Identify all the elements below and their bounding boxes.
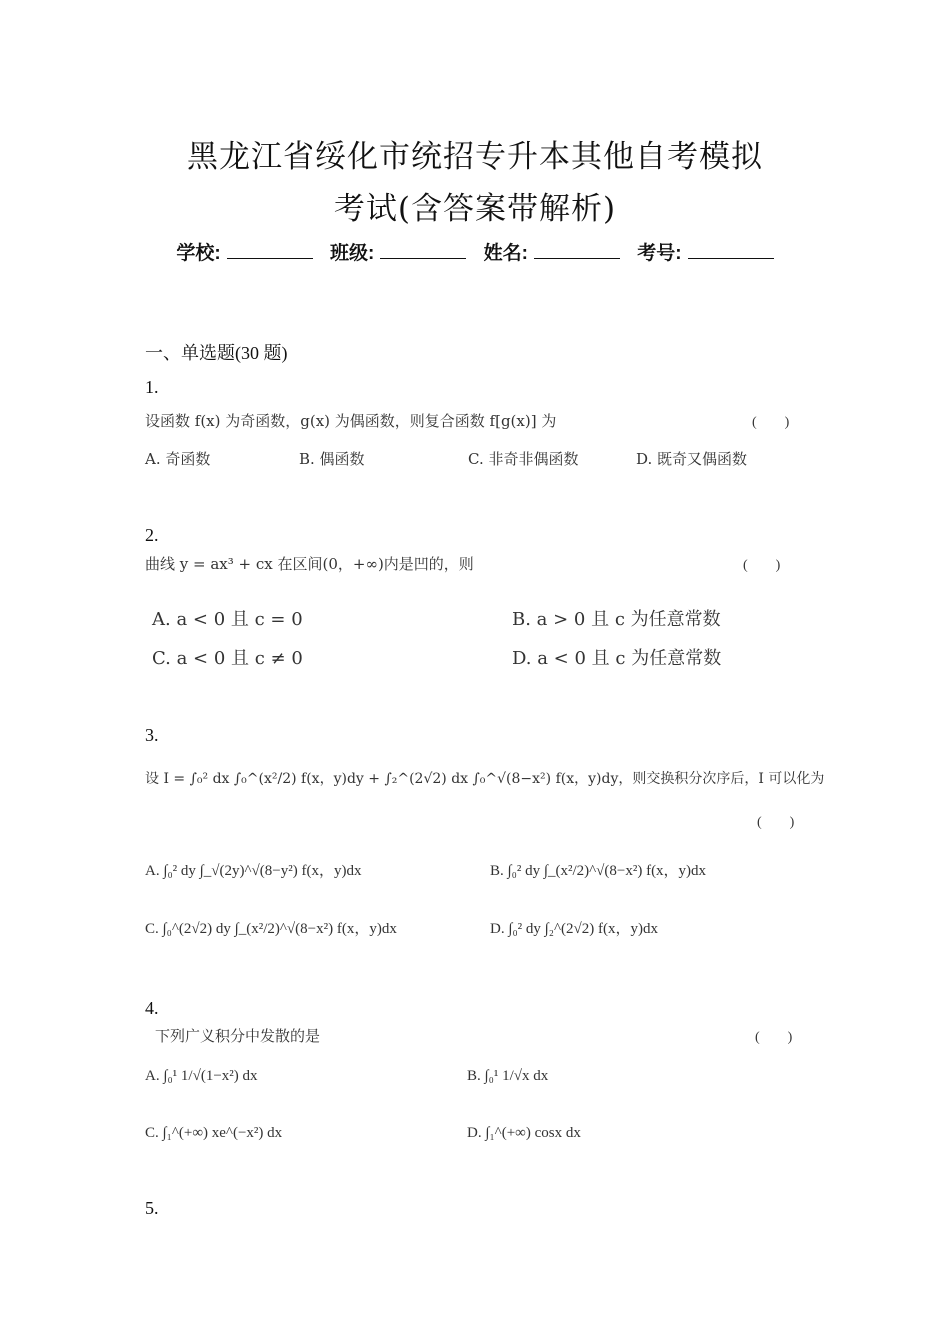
option-c: C. 非奇非偶函数: [468, 450, 579, 468]
question-stem: 曲线 y = ax³ + cx 在区间(0，+∞)内是凹的，则: [145, 555, 474, 573]
class-blank: [380, 244, 466, 259]
answer-parentheses: ( ): [743, 558, 781, 573]
option-a: A. a < 0 且 c = 0: [152, 609, 303, 630]
option-a: A. ∫₀² dy ∫_√(2y)^√(8−y²) f(x，y)dx: [145, 863, 362, 879]
option-a: A. 奇函数: [145, 450, 211, 468]
option-b: B. 偶函数: [299, 450, 365, 468]
answer-parentheses: ( ): [755, 1030, 793, 1045]
answer-parentheses: ( ): [757, 815, 795, 830]
question-number: 3.: [145, 725, 159, 745]
question-stem: 设函数 f(x) 为奇函数，g(x) 为偶函数，则复合函数 f[g(x)] 为: [145, 412, 557, 430]
option-d: D. a < 0 且 c 为任意常数: [512, 648, 722, 669]
option-c: C. ∫₀^(2√2) dy ∫_(x²/2)^√(8−x²) f(x，y)dx: [145, 921, 397, 937]
option-b: B. a > 0 且 c 为任意常数: [512, 609, 721, 630]
name-field: [481, 243, 623, 264]
option-d: D. ∫₁^(+∞) cosx dx: [467, 1125, 581, 1141]
student-info-fields: [0, 238, 950, 265]
section-heading: 一、单选题(30 题): [145, 343, 288, 363]
name-blank: [534, 244, 620, 259]
document-title-line2: 考试(含答案带解析): [333, 191, 617, 227]
question-stem: 设 I = ∫₀² dx ∫₀^(x²/2) f(x，y)dy + ∫₂^(2√2) dx ∫₀^√(8−x²) f(x，y)dy，则交换积分次序后，I 可以化为: [145, 771, 825, 787]
document-title-line1: 黑龙江省绥化市统招专升本其他自考模拟: [187, 139, 763, 175]
answer-parentheses: ( ): [752, 415, 790, 430]
option-c: C. a < 0 且 c ≠ 0: [152, 648, 303, 669]
school-blank: [227, 244, 313, 259]
option-d: D. 既奇又偶函数: [636, 450, 748, 468]
exam-number-blank: [688, 244, 774, 259]
question-number: 4.: [145, 998, 159, 1018]
option-a: A. ∫₀¹ 1/√(1−x²) dx: [145, 1068, 258, 1084]
school-field: [173, 243, 315, 264]
exam-number-label: 考号:: [637, 243, 682, 264]
option-c: C. ∫₁^(+∞) xe^(−x²) dx: [145, 1125, 283, 1141]
option-b: B. ∫₀² dy ∫_(x²/2)^√(8−x²) f(x，y)dx: [490, 863, 707, 879]
question-stem: 下列广义积分中发散的是: [155, 1027, 321, 1045]
exam-number-field: [634, 243, 776, 264]
question-number: 1.: [145, 377, 159, 397]
school-label: 学校:: [176, 243, 221, 264]
option-d: D. ∫₀² dy ∫₂^(2√2) f(x，y)dx: [490, 921, 659, 937]
name-label: 姓名:: [483, 243, 528, 264]
class-label: 班级:: [330, 243, 375, 264]
option-b: B. ∫₀¹ 1/√x dx: [467, 1068, 549, 1084]
class-field: [327, 243, 469, 264]
question-number: 2.: [145, 525, 159, 545]
question-number: 5.: [145, 1198, 159, 1218]
